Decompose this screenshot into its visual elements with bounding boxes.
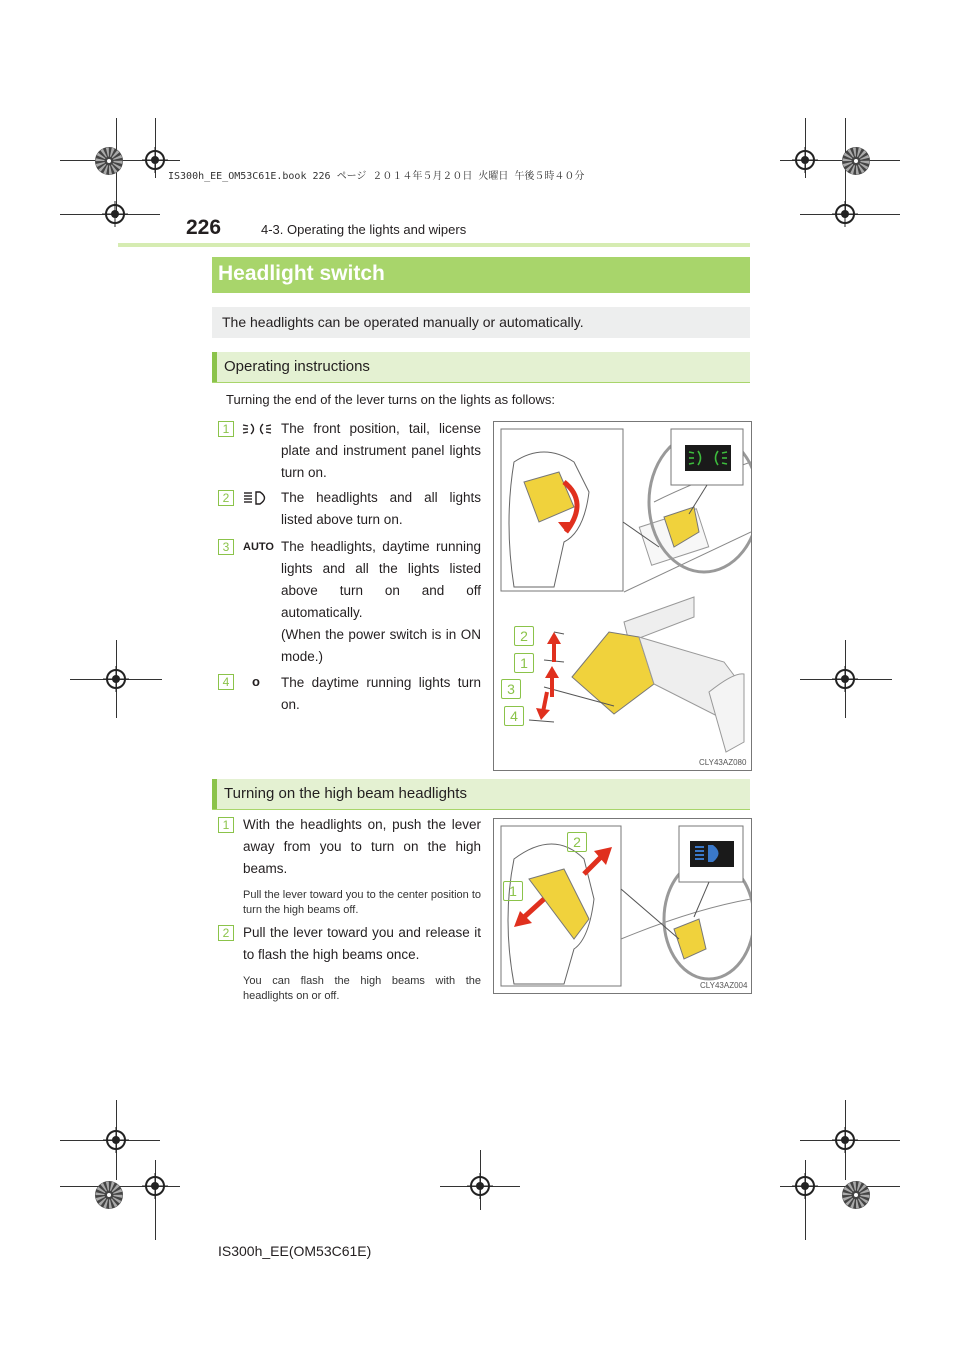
registration-mark-icon xyxy=(142,1173,168,1199)
lever-illustration xyxy=(494,422,751,770)
title-bar xyxy=(212,257,750,293)
color-bar-rosette-icon xyxy=(841,146,871,176)
item-text: With the headlights on, push the lever away from you to turn on the high beams. xyxy=(243,817,481,876)
registration-mark-icon xyxy=(832,1127,858,1153)
registration-mark-icon xyxy=(792,147,818,173)
item-number: 4 xyxy=(218,674,234,690)
auto-icon: AUTO xyxy=(243,541,274,553)
item-note: You can flash the high beams with the headlights on or off. xyxy=(243,975,481,1002)
item-text: The daytime running lights turn on. xyxy=(281,675,481,712)
color-bar-rosette-icon xyxy=(841,1180,871,1210)
item-text: The front position, tail, license plate and instrument panel lights turn on. xyxy=(281,421,481,480)
registration-mark-icon xyxy=(102,201,128,227)
registration-mark-icon xyxy=(832,201,858,227)
item-note: (When the power switch is in ON mode.) xyxy=(281,627,481,664)
item-note: Pull the lever toward you to the center position to turn the high beams off. xyxy=(243,889,481,916)
item-text: Pull the lever toward you and release it to flash the high beams once. xyxy=(243,925,481,962)
subheading-high-beam xyxy=(212,779,750,810)
page-title: Headlight switch xyxy=(218,262,385,285)
callout-number: 3 xyxy=(501,679,521,699)
callout-number: 2 xyxy=(514,626,534,646)
item-text: The headlights, daytime running lights and all the lights listed above turn on and off automatically. xyxy=(281,539,481,620)
figure-light-switch xyxy=(493,421,752,771)
registration-mark-icon xyxy=(832,666,858,692)
subheading-text: Operating instructions xyxy=(224,358,370,375)
color-bar-rosette-icon xyxy=(94,146,124,176)
headlight-icon xyxy=(242,490,272,506)
registration-mark-icon xyxy=(103,1127,129,1153)
subheading-text: Turning on the high beam headlights xyxy=(224,785,467,802)
callout-number: 1 xyxy=(514,653,534,673)
registration-mark-icon xyxy=(467,1173,493,1199)
intro-text: Turning the end of the lever turns on the lights as follows: xyxy=(226,392,556,407)
callout-number: 1 xyxy=(503,881,523,901)
subheading-operating-instructions xyxy=(212,352,750,383)
footer-model-code: IS300h_EE(OM53C61E) xyxy=(218,1243,372,1259)
figure-high-beam xyxy=(493,818,752,994)
registration-mark-icon xyxy=(792,1173,818,1199)
header-rule xyxy=(118,243,750,247)
item-number: 1 xyxy=(218,817,234,833)
item-number: 2 xyxy=(218,925,234,941)
item-number: 3 xyxy=(218,539,234,555)
registration-mark-icon xyxy=(142,147,168,173)
item-text: The headlights and all lights listed above turn on. xyxy=(281,490,481,527)
item-number: 2 xyxy=(218,490,234,506)
book-imprint-line: IS300h_EE_OM53C61E.book 226 ページ ２０１４年５月２０日 火曜日 午後５時４０分 xyxy=(168,171,585,182)
tail-lights-icon xyxy=(242,422,272,436)
lead-bar xyxy=(212,307,750,338)
registration-mark-icon xyxy=(103,666,129,692)
high-beam-illustration xyxy=(494,819,751,993)
page-number: 226 xyxy=(186,216,222,239)
figure-code: CLY43AZ004 xyxy=(700,981,748,990)
callout-number: 4 xyxy=(504,706,524,726)
color-bar-rosette-icon xyxy=(94,1180,124,1210)
figure-code: CLY43AZ080 xyxy=(699,758,747,767)
callout-number: 2 xyxy=(567,832,587,852)
drl-icon: o xyxy=(252,674,260,689)
item-number: 1 xyxy=(218,421,234,437)
lead-text: The headlights can be operated manually or automatically. xyxy=(222,314,584,330)
section-header: 4-3. Operating the lights and wipers xyxy=(261,222,467,237)
